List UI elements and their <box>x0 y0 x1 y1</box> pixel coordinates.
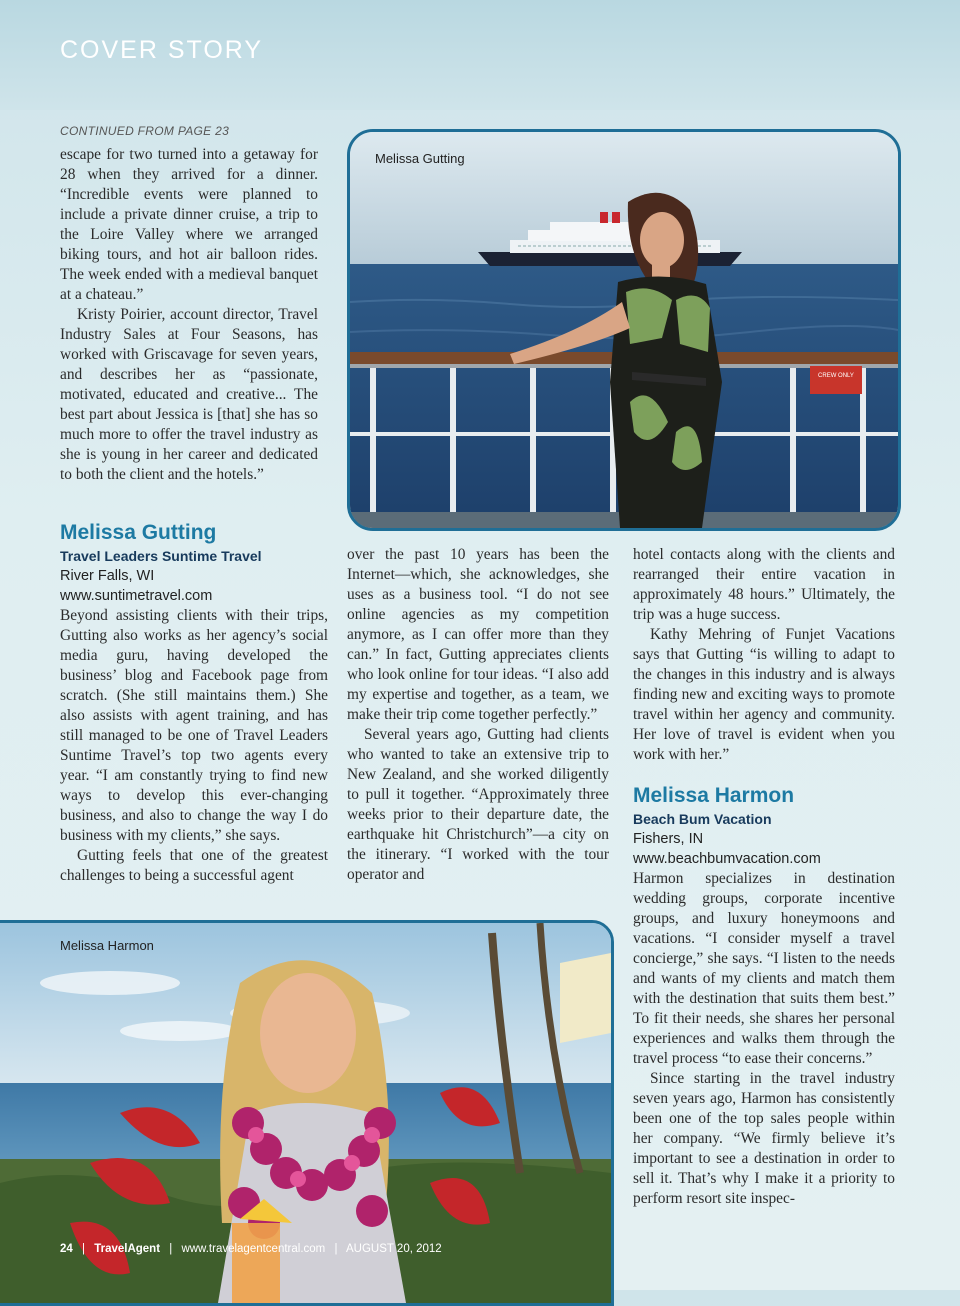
column-1-top <box>60 145 318 485</box>
section-label: COVER STORY <box>60 36 264 64</box>
crew-only-sign: CREW ONLY <box>818 373 854 379</box>
column-3 <box>633 545 895 1209</box>
issue-date: AUGUST 20, 2012 <box>346 1243 442 1255</box>
photo-gutting <box>347 129 901 531</box>
profile-location: Fishers, IN <box>633 831 704 847</box>
cruise-photo-illustration <box>350 132 898 528</box>
page-number: 24 <box>60 1243 73 1255</box>
page-footer: 24 | TravelAgent | www.travelagentcentral.com | AUGUST 20, 2012 <box>60 1243 442 1255</box>
profile-website: www.beachbumvacation.com <box>633 851 821 867</box>
profile-location: River Falls, WI <box>60 568 155 584</box>
paragraph: hotel contacts along with the clients and rearranged their entire vacation in approximately 48 hours.” Ultimately, the trip was a huge success. <box>633 546 895 623</box>
paragraph: over the past 10 years has been the Internet—which, she acknowledges, she uses as a business tool. “I do not see online agencies as my competition anymore, as I can offer more than they can.” In fact, Gutting appreciates clients who look online for tour ideas. “I also add my expertise and together, as a team, we make their trip come together perfectly.” <box>347 546 609 723</box>
paragraph: escape for two turned into a getaway for 28 when they arrived for a dinner. “Incredible events were planned to include a private dinner cruise, a trip to the Loire Valley where we arranged biking tours, and hot air balloon rides. The week ended with a medieval banquet at a chateau.” <box>60 146 318 303</box>
magazine-name: TravelAgent <box>94 1243 161 1255</box>
column-2 <box>347 545 609 885</box>
profile-website: www.suntimetravel.com <box>60 588 213 604</box>
paragraph: Gutting feels that one of the greatest challenges to being a successful agent <box>60 847 328 884</box>
footer-url: www.travelagentcentral.com <box>181 1243 326 1255</box>
paragraph: Kristy Poirier, account director, Travel Industry Sales at Four Seasons, has worked with Griscavage for seven years, and describes her as “passionate, motivated, educated and creative... The best part about Jessica is [that] she has so much more to offer the travel industry as she is young in her career and dedicated to both the client and the hotels.” <box>60 306 318 483</box>
photo-caption: Melissa Gutting <box>375 151 465 166</box>
profile-name: Melissa Gutting <box>60 521 217 544</box>
paragraph: Beyond assisting clients with their trips, Gutting also works as her agency’s social media guru, having developed the business’ blog and Facebook page from scratch. (She still maintains them.) She also assists with agent training, and has still managed to be one of Travel Leaders Suntime Travel’s top two agents every year. “I am constantly trying to find new ways to develop this ever-changing business, and also to change the way I do business with my clients,” she says. <box>60 607 328 844</box>
paragraph: Since starting in the travel industry seven years ago, Harmon has consistently been one of the top sales people within her company. “We firmly believe it’s important to see a destination in order to sell it. That’s why I make it a priority to perform resort site inspec- <box>633 1070 895 1207</box>
profile-agency: Beach Bum Vacation <box>633 811 772 827</box>
continued-note: CONTINUED FROM PAGE 23 <box>60 124 230 138</box>
profile-name: Melissa Harmon <box>633 784 795 807</box>
paragraph: Several years ago, Gutting had clients who wanted to take an extensive trip to New Zealand, and she worked diligently to pull it together. “Approximately three weeks prior to their departure date, the earthquake hit Christchurch”—a city on the itinerary. “I worked with the tour operator and <box>347 726 609 883</box>
photo-caption: Melissa Harmon <box>60 938 154 953</box>
profile-gutting <box>60 520 328 886</box>
profile-agency: Travel Leaders Suntime Travel <box>60 548 262 564</box>
paragraph: Kathy Mehring of Funjet Vacations says that Gutting “is willing to adapt to the changes in this industry and is always finding new and exciting ways to promote travel within her agency and community. Her love of travel is evident when you work with her.” <box>633 626 895 763</box>
paragraph: Harmon specializes in destination wedding groups, corporate incentive groups, and luxury honeymoons and vacations. “I consider myself a travel concierge,” she says. “I listen to the needs and wants of my clients and match them with the destination that suits them best.” To fit their needs, she shares her personal experiences and walks them through the travel process “to ease their concerns.” <box>633 870 895 1067</box>
